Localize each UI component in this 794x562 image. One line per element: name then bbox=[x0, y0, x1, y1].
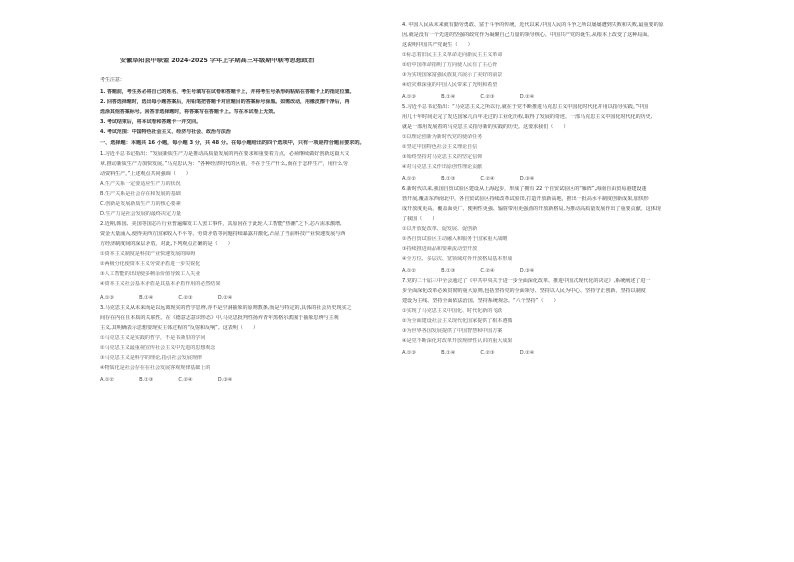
question-text-line: 主义,其明确表示思想要现实主体过程的“反射和反响”。这表明（ ） bbox=[100, 325, 259, 331]
answer-option-line: A.①② B.①③ C.②④ D.③④ bbox=[402, 176, 535, 182]
instruction-line: 考生注意： bbox=[100, 77, 125, 83]
question-text-line: 了我国（ ） bbox=[402, 216, 438, 222]
question-text-line: 2.近期,韩国、美国等国芯片行业普遍爆发工人罢工事件，其原因在于此轮人工智能“热潮”之下,芯片需求激增, bbox=[100, 221, 342, 227]
answer-option-line: D.生产力是社会发展的最终决定力量 bbox=[100, 211, 182, 217]
question-text-line: 就是一部用发展着的马克思主义指导新的实践的历史。这要求我们（ ） bbox=[402, 124, 569, 130]
answer-option-line: ②给中国革命指明了方向使人民有了主心骨 bbox=[402, 62, 498, 68]
question-text-line: 3.马克思主义从未来而是以远离现实的哲学思辨,亦不是空洞抽象的原则教条,而是与特定的,具体的社会历史现实之 bbox=[100, 305, 352, 311]
answer-option-line: A.①② B.①③ C.②④ D.③④ bbox=[100, 377, 233, 383]
question-text-line: 步全面深化改革必须贯彻的重大原则,包括坚持党的全面领导、坚持以人民为中心、坚持守正创新、坚持以制度 bbox=[402, 288, 646, 294]
answer-option-line: ②马克思主义最重视宣传社会主义中先进的思想观念 bbox=[100, 345, 216, 351]
answer-option-line: ③始终坚持对马克思主义的坚定信仰 bbox=[402, 154, 483, 160]
question-text-line: 用几十年时间走完了发达国家几百年走过的工业化历程,取得了发展的奇迹。一部马克思主义中国化时代化的历史, bbox=[402, 114, 653, 120]
question-text-line: 勃开展,覆盖东西南北中。各自贸试验区持续改革试验田,打造开放新高地，推出一批高水平制度创新成果,加快形 bbox=[402, 196, 649, 202]
instruction-line: 选涂其他答案标号。回答非选择题时，将答案写在答题卡上。写在本试卷上无效。 bbox=[100, 109, 279, 115]
question-text-line: 因,就是没有一个先进的坚强的政党作为凝聚自己力量的领导核心。中国共产党的诞生,从根本上改变了这种局面。 bbox=[402, 32, 653, 38]
instruction-line: 1. 答题前，考生务必将自己的姓名、考生号填写在试卷和答题卡上，并将考生号条形码粘贴在答题卡上的指定位置。 bbox=[100, 89, 355, 95]
answer-option-line: ③马克思主义是科学的理论,指引社会发展规律 bbox=[100, 355, 202, 361]
answer-option-line: ②坚定中国特色社会主义理论自信 bbox=[402, 144, 478, 150]
question-text-line: 建设为主线、坚持全面依法治国、坚持系统观念。“六个坚持”（ ） bbox=[402, 298, 559, 304]
answer-option-line: A.①② B.①③ C.②④ D.③④ bbox=[402, 268, 535, 274]
answer-option-line: ④物质化是社会存在在社会发展客观规律基础上的 bbox=[100, 365, 211, 371]
question-text-line: 资金大量涌入,使得美西方国家收入不平等、劳资矛盾等问题持续暴露并激化,凸显了当前科技产业快速发展与西 bbox=[100, 231, 346, 237]
answer-option-line: ①资本主义制度是科技产业快速发展的障碍 bbox=[100, 251, 196, 257]
question-text-line: 7.党的二十届三中全会通过了《中共中央关于进一步全面深化改革、推进中国式现代化的决定》,系统阐述了进一 bbox=[402, 278, 651, 284]
question-text-line: 这说明中国共产党诞生（ ） bbox=[402, 42, 473, 48]
answer-option-line: ①实现了马克思主义中国化、时代化新的飞跃 bbox=[402, 308, 503, 314]
answer-option-line: ②两极分化使资本主义劳资矛盾进一步尖锐化 bbox=[100, 261, 201, 267]
section-heading: 一、选择题：本题共 16 小题，每小题 3 分，共 48 分。在每小题给出的四个选项中，只有一项是符合题目要求的。 bbox=[100, 140, 365, 146]
question-text-line: 动资料生产。”上述观点共同强调（ ） bbox=[100, 171, 191, 177]
question-text-line: 章,推动新质生产力加快发展。”马克思认为：“各种经济时代的区别，不在于生产什么,而在于怎样生产，用什么劳 bbox=[100, 161, 348, 167]
answer-option-line: ③为世界各国发展提供了中国智慧和中国方案 bbox=[402, 328, 503, 334]
question-text-line: 方经济制度间的深层矛盾。对此,下列观点正确的是（ ） bbox=[100, 241, 233, 247]
instruction-line: 4. 考试范围：中国特色社会主义、经济与社会、政治与法治 bbox=[100, 129, 231, 135]
question-text-line: 1.习近平总书记指出：“发展新质生产力是推动高质量发展的内在要求和重要着力点，必须继续做好创新这篇大文 bbox=[100, 151, 350, 157]
question-text-line: 6.新时代以来,我国自贸试验区建设从上海起步，形成了拥有 22 个自贸试验区的“雁阵”,海南自由贸易港建设蓬 bbox=[402, 186, 647, 192]
answer-option-line: A.生产关系一定要适应生产力的状况 bbox=[100, 181, 181, 187]
answer-option-line: ①马克思主义是实践的哲学，不是书斋里的学问 bbox=[100, 335, 206, 341]
answer-option-line: ③持续推进商品和要素流动型开放 bbox=[402, 246, 478, 252]
answer-option-line: ④是党不断深化对改革开放规律性认识的重大成果 bbox=[402, 338, 513, 344]
question-text-line: 间存在内在且本质的关联性。在《德意志意识形态》中,马克思批判性扬弃青年黑格尔派囿于抽象思辨与主观 bbox=[100, 315, 339, 321]
answer-option-line: ②为全面建设社会主义现代化国家提供了根本遵循 bbox=[402, 318, 513, 324]
answer-option-line: ①标志着旧民主主义革命走向新民主主义革命 bbox=[402, 52, 503, 58]
answer-option-line: A.①③ B.①④ C.②③ D.②④ bbox=[100, 295, 233, 301]
answer-option-line: A.①③ B.①④ C.②③ D.②④ bbox=[402, 350, 535, 356]
answer-option-line: ④给灾难深重的中国人民带来了光明和希望 bbox=[402, 82, 498, 88]
answer-option-line: ①以开放促改革、促发展、促创新 bbox=[402, 226, 478, 232]
answer-option-line: A.①③ B.①④ C.②③ D.②④ bbox=[402, 94, 535, 100]
answer-option-line: ②各自贸试验区主动融入和服务于国家重大战略 bbox=[402, 236, 508, 242]
answer-option-line: B.生产关系是社会存在和发展的基础 bbox=[100, 191, 181, 197]
answer-option-line: ③人工智能的出现使多剩余价值导致工人失业 bbox=[100, 271, 201, 277]
answer-option-line: ①以理论创新为新时代党的使命任务 bbox=[402, 134, 483, 140]
answer-option-line: ④资本主义社会基本矛盾是其基本矛盾作用的必然结果 bbox=[100, 281, 221, 287]
question-text-line: 5.习近平总书记指出：“马克思主义之所以行,就在于党不断推进马克思主义中国化时代化并用以指导实践。”中国 bbox=[402, 104, 649, 110]
exam-title: 安徽阜阳县中联盟 2024-2025 学年上学期高三年级期中联考思想政治 bbox=[120, 58, 315, 64]
instruction-line: 2. 回答选择题时，选出每小题答案后，用铅笔把答题卡对应题目的答案标号涂黑。如需改动，用橡皮擦干净后，再 bbox=[100, 99, 350, 105]
question-text-line: 成开放度更高、覆盖面更广、便利性更强、辐射带用更强劲的开放新格局,为推动高质量发展作出了重要贡献。这体现 bbox=[402, 206, 661, 212]
answer-option-line: ④对马克思主义作出原创性理论贡献 bbox=[402, 164, 483, 170]
answer-option-line: ③为实现国家富强民族复兴展示了美好的前景 bbox=[402, 72, 503, 78]
question-text-line: 4. 中国人民从未来就有勤劳勇敢、富于斗争的传统，近代以来,中国人民的斗争之所以屡屡遭到失败和失败,最重要的原 bbox=[402, 22, 664, 28]
answer-option-line: ④全方位、多层次、宽领域对外开放格局基本形成 bbox=[402, 256, 513, 262]
instruction-line: 3. 考试结束后，将本试卷和答题卡一并交回。 bbox=[100, 119, 202, 125]
answer-option-line: C.创新是发展新质生产力的核心要素 bbox=[100, 201, 181, 207]
